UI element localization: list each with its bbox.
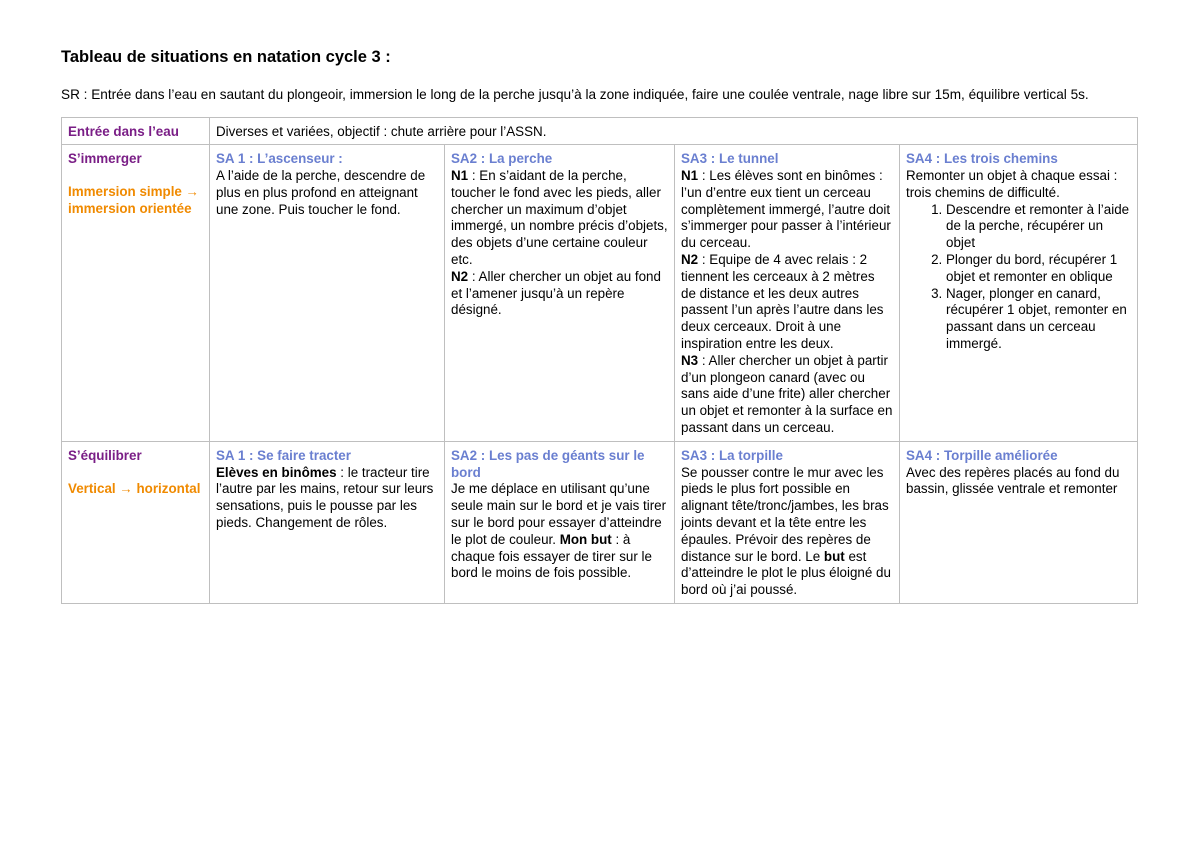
intro-text: SR : Entrée dans l’eau en sautant du plongeoir, immersion le long de la perche jusqu’à la zone indiquée, faire une coulée ventrale, nage libre sur 15m, équilibre vertical 5s.: [61, 87, 1089, 102]
row-sublabel: Vertical → horizontal: [68, 480, 201, 496]
table-cell: [900, 441, 1138, 603]
situation-title: SA 1 : L’ascenseur :: [216, 151, 343, 167]
level-label: N1: [451, 168, 469, 184]
cell-text: : En s’aidant de la perche, toucher le fond avec les pieds, aller chercher un maximum d’objet immergé, un nombre précis d’objets, des objets d’une certaine couleur etc.: [451, 168, 668, 268]
situation-title: SA3 : La torpille: [681, 447, 783, 463]
cell-text: Je me déplace en utilisant qu’une seule main sur le bord et je vais tirer sur le bord pour essayer d’atteindre le plot de couleur.: [451, 481, 667, 547]
table-cell: [675, 441, 900, 603]
table-row: [62, 117, 1138, 145]
document-page: [61, 48, 1137, 604]
list-item: 1. Descendre et remonter à l’aide de la perche, récupérer un objet: [946, 202, 1131, 252]
situation-title: SA2 : La perche: [451, 151, 553, 167]
level-label: N1: [681, 168, 699, 184]
situation-title: SA2 : Les pas de géants sur le bord: [451, 447, 645, 480]
table-cell: [675, 145, 900, 442]
cell-text: : Aller chercher un objet au fond et l’amener jusqu’à un repère désigné.: [451, 268, 661, 318]
path-list: [906, 202, 1131, 353]
cell-text: : à chaque fois essayer de tirer sur le bord le moins de fois possible.: [451, 531, 652, 581]
situation-title: SA4 : Les trois chemins: [906, 151, 1058, 167]
table-row: [62, 441, 1138, 603]
situation-title: SA4 : Torpille améliorée: [906, 447, 1058, 463]
cell-text: est d’atteindre le plot le plus éloigné du bord où j’ai poussé.: [681, 548, 891, 598]
bold-text: Mon but: [559, 531, 612, 547]
row-label-cell: [62, 117, 210, 145]
row-label-cell: [62, 145, 210, 442]
list-item: 2. Plonger du bord, récupérer 1 objet et remonter en oblique: [946, 252, 1131, 286]
row-label: S’immerger: [68, 151, 142, 167]
situation-title: SA3 : Le tunnel: [681, 151, 779, 167]
level-label: N2: [681, 252, 699, 268]
cell-text: Se pousser contre le mur avec les pieds le plus fort possible en alignant tête/tronc/jambes, les bras joints devant et la tête entre les épaules. Prévoir des repères de distance sur le bord. Le: [681, 464, 889, 564]
row-label: Entrée dans l’eau: [68, 123, 179, 139]
level-label: N2: [451, 268, 469, 284]
table-cell: [210, 145, 445, 442]
table-cell: [445, 441, 675, 603]
situation-title: SA 1 : Se faire tracter: [216, 447, 351, 463]
level-label: N3: [681, 352, 699, 368]
situations-table: [61, 117, 1138, 605]
table-cell: [445, 145, 675, 442]
bold-text: Elèves en binômes: [216, 464, 337, 480]
row-label-cell: [62, 441, 210, 603]
table-cell: [210, 441, 445, 603]
cell-text: : Equipe de 4 avec relais : 2 tiennent les cerceaux à 2 mètres de distance et les deux autres passent l’un après l’autre dans les deux cerceaux. Droit à une inspiration entre les deux.: [681, 252, 884, 352]
table-cell: [900, 145, 1138, 442]
bold-text: but: [823, 548, 845, 564]
cell-text: Remonter un objet à chaque essai : trois chemins de difficulté.: [906, 168, 1118, 200]
table-cell: [210, 117, 1138, 145]
row-label: S’équilibrer: [68, 447, 142, 463]
list-item: 3. Nager, plonger en canard, récupérer 1 objet, remonter en passant dans un cerceau immergé.: [946, 286, 1131, 353]
cell-text: : Aller chercher un objet à partir d’un plongeon canard (avec ou sans aide d’une frite) aller chercher un objet et remonter à la surface en passant dans un cerceau.: [681, 352, 893, 436]
page-title: Tableau de situations en natation cycle 3 :: [61, 48, 391, 66]
cell-text: A l’aide de la perche, descendre de plus en plus profond en atteignant une zone. Puis toucher le fond.: [216, 168, 426, 217]
table-row: [62, 145, 1138, 442]
cell-text: Avec des repères placés au fond du bassin, glissée ventrale et remonter: [906, 464, 1120, 497]
cell-text: Diverses et variées, objectif : chute arrière pour l’ASSN.: [216, 123, 547, 139]
cell-text: : le tracteur tire l’autre par les mains, retour sur leurs sensations, puis le pousse par les pieds. Changement de rôles.: [216, 464, 434, 531]
cell-text: : Les élèves sont en binômes : l’un d’entre eux tient un cerceau complètement immergé, l’autre doit s’immerger pour passer à l’intérieur du cerceau.: [681, 168, 891, 251]
row-sublabel: Immersion simple → immersion orientée: [68, 184, 199, 216]
